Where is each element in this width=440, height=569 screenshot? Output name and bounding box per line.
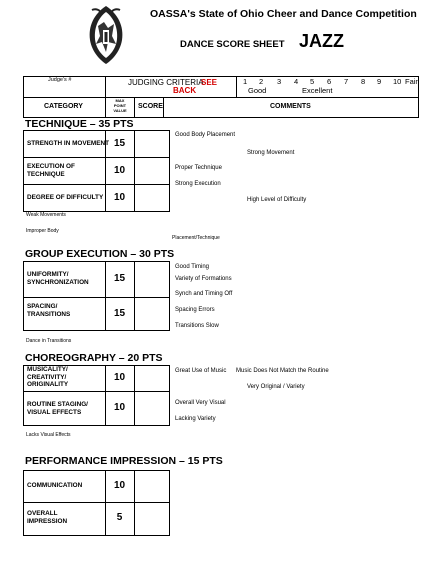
comment-overall-visual: Overall Very Visual <box>175 400 226 406</box>
comment-spacing-errors: Spacing Errors <box>175 307 215 313</box>
scale-5: 5 <box>310 77 315 86</box>
comment-variety-formations: Variety of Formations <box>175 276 232 282</box>
comment-proper-technique: Proper Technique <box>175 165 222 171</box>
row-execution-max: 10 <box>113 165 126 176</box>
row-execution-line-1: EXECUTION OF <box>27 163 75 170</box>
row-difficulty-score-input[interactable] <box>135 185 169 210</box>
row-uniformity-line-2: SYNCHRONIZATION <box>27 278 89 286</box>
row-spacing-label <box>27 303 70 318</box>
comment-synch-timing: Synch and Timing Off <box>175 291 233 297</box>
row-strength-max: 15 <box>113 138 126 149</box>
max-point-line-2: POINT <box>113 103 127 108</box>
row-musicality-label <box>27 366 68 389</box>
row-staging-line-2: VISUAL EFFECTS <box>27 408 82 416</box>
row-strength-score-input[interactable] <box>135 131 169 156</box>
comment-placement-technique: Placement/Technique <box>172 235 220 241</box>
row-execution-line-2: TECHNIQUE <box>27 170 65 178</box>
row-communication-label: COMMUNICATION <box>27 482 83 489</box>
row-spacing-score-input[interactable] <box>135 298 169 330</box>
group-execution-title: GROUP EXECUTION – 30 PTS <box>25 248 175 260</box>
row-overall-line-2: IMPRESSION <box>27 517 68 525</box>
scale-9: 9 <box>377 77 382 86</box>
comment-music-not-match: Music Does Not Match the Routine <box>236 368 329 374</box>
scale-8: 8 <box>361 77 366 86</box>
comments-label: COMMENTS <box>270 103 311 110</box>
row-staging-max: 10 <box>113 402 126 413</box>
row-staging-line-1: ROUTINE STAGING/ <box>27 401 88 408</box>
sheet-label: DANCE SCORE SHEET <box>180 39 285 50</box>
score-label: SCORE <box>138 103 163 110</box>
row-communication-max: 10 <box>113 480 126 491</box>
scale-excellent: Excellent <box>302 86 333 95</box>
comment-good-body: Good Body Placement <box>175 132 236 138</box>
scale-7: 7 <box>344 77 349 86</box>
comment-lacks-visual: Lacks Visual Effects <box>26 432 71 438</box>
row-difficulty-max: 10 <box>113 192 126 203</box>
row-uniformity-line-1: UNIFORMITY/ <box>27 271 69 278</box>
row-musicality-line-1: MUSICALITY/ <box>27 366 68 373</box>
row-overall-line-1: OVERALL <box>27 510 58 517</box>
max-point-line-1: MAX <box>115 98 125 103</box>
performance-title: PERFORMANCE IMPRESSION – 15 PTS <box>25 455 223 467</box>
scale-good: Good <box>248 86 267 95</box>
row-execution-label <box>27 163 75 178</box>
row-uniformity-max: 15 <box>113 273 126 284</box>
row-spacing-max: 15 <box>113 308 126 319</box>
comment-strong-execution: Strong Execution <box>175 181 221 187</box>
comment-very-original: Very Original / Variety <box>247 384 305 390</box>
row-overall-max: 5 <box>116 512 123 523</box>
row-execution-score-input[interactable] <box>135 158 169 183</box>
comment-high-difficulty: High Level of Difficulty <box>247 197 307 203</box>
row-overall-score-input[interactable] <box>135 503 169 535</box>
scale-6: 6 <box>327 77 332 86</box>
row-staging-label <box>27 401 88 416</box>
comment-transitions-slow: Transitions Slow <box>175 323 219 329</box>
scale-4: 4 <box>294 77 299 86</box>
row-strength-label: STRENGTH IN MOVEMENT <box>27 140 110 147</box>
technique-title: TECHNIQUE – 35 PTS <box>25 118 134 130</box>
row-musicality-line-3: ORIGINALITY <box>27 381 69 389</box>
judging-criteria-label: JUDGING CRITERIA <box>128 78 204 87</box>
comment-improper-body: Improper Body <box>26 228 59 234</box>
org-title: OASSA's State of Ohio Cheer and Dance Competition <box>150 8 417 20</box>
comment-lacking-variety: Lacking Variety <box>175 416 216 422</box>
row-difficulty-label: DEGREE OF DIFFICULTY <box>27 194 104 201</box>
row-overall-label <box>27 510 67 525</box>
row-communication-score-input[interactable] <box>135 471 169 501</box>
comment-dance-transitions: Dance in Transitions <box>26 338 72 344</box>
row-musicality-score-input[interactable] <box>135 366 169 390</box>
row-spacing-line-1: SPACING/ <box>27 303 58 310</box>
scale-10: 10 <box>393 77 402 86</box>
comment-weak-movements: Weak Movements <box>26 212 66 218</box>
max-point-line-3: VALUE <box>113 108 127 113</box>
scale-2: 2 <box>259 77 264 86</box>
comment-good-timing: Good Timing <box>175 264 210 270</box>
row-musicality-max: 10 <box>113 372 126 383</box>
division-title: JAZZ <box>299 31 344 51</box>
choreography-title: CHOREOGRAPHY – 20 PTS <box>25 352 163 364</box>
row-spacing-line-2: TRANSITIONS <box>27 310 71 318</box>
category-label: CATEGORY <box>44 103 83 110</box>
judge-label: Judge's # <box>48 77 72 83</box>
see-back-label: SEE <box>201 78 218 87</box>
scale-fair: Fair <box>405 77 418 86</box>
row-uniformity-score-input[interactable] <box>135 262 169 296</box>
comment-great-music: Great Use of Music <box>175 368 227 374</box>
max-point-label <box>106 98 134 113</box>
see-back-label-2: BACK <box>173 86 197 95</box>
oassa-crest-icon <box>84 4 128 66</box>
scale-1: 1 <box>243 77 248 86</box>
row-staging-score-input[interactable] <box>135 392 169 425</box>
comment-strong-movement: Strong Movement <box>247 150 295 156</box>
row-uniformity-label <box>27 271 89 286</box>
scale-3: 3 <box>277 77 282 86</box>
row-musicality-line-2: CREATIVITY/ <box>27 373 67 381</box>
